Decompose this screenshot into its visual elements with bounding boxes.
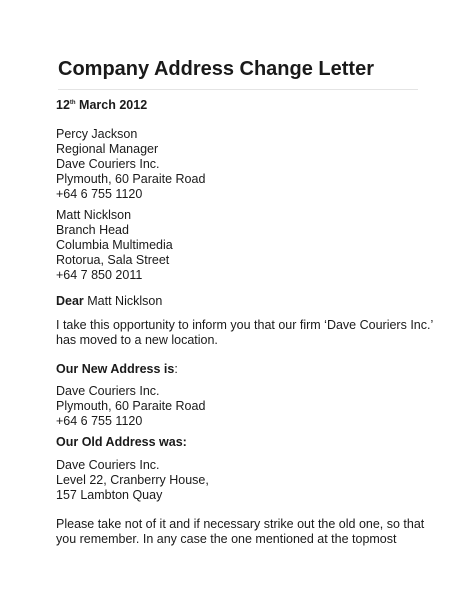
recipient-line: +64 7 850 2011 (56, 268, 143, 282)
old-address (56, 458, 209, 503)
old-address-line: Level 22, Cranberry House, (56, 473, 209, 487)
intro-paragraph: I take this opportunity to inform you that our firm ‘Dave Couriers Inc.’ has moved to a new location. (56, 318, 433, 347)
old-address-line: Dave Couriers Inc. (56, 458, 160, 472)
sender-line: Dave Couriers Inc. (56, 157, 160, 171)
salutation (56, 294, 162, 309)
old-address-heading: Our Old Address was: (56, 435, 187, 449)
new-address-heading-text: Our New Address is (56, 362, 175, 376)
date-day: 12 (56, 98, 70, 112)
sender-line: Percy Jackson (56, 127, 138, 141)
date-month-year: March 2012 (75, 98, 148, 112)
salutation-word: Dear (56, 294, 84, 308)
new-address-line: Plymouth, 60 Paraite Road (56, 399, 206, 413)
new-address-line: Dave Couriers Inc. (56, 384, 160, 398)
sender-line: +64 6 755 1120 (56, 187, 143, 201)
letter-title: Company Address Change Letter (58, 58, 374, 80)
salutation-name: Matt Nicklson (83, 294, 163, 308)
recipient-line: Branch Head (56, 223, 129, 237)
title-divider (58, 89, 418, 90)
sender-line: Plymouth, 60 Paraite Road (56, 172, 206, 186)
sender-line: Regional Manager (56, 142, 159, 156)
new-address-heading-colon: : (174, 362, 178, 376)
date-suffix: th (69, 99, 76, 106)
recipient-line: Columbia Multimedia (56, 238, 173, 252)
closing-paragraph: Please take not of it and if necessary strike out the old one, so that you remember. In any case the one mentioned at the topmost (56, 517, 425, 546)
recipient-address (56, 208, 173, 283)
sender-address (56, 127, 205, 202)
recipient-line: Matt Nicklson (56, 208, 132, 222)
new-address-heading (56, 362, 178, 377)
recipient-line: Rotorua, Sala Street (56, 253, 170, 267)
new-address-line: +64 6 755 1120 (56, 414, 143, 428)
letter-date (56, 98, 147, 112)
old-address-line: 157 Lambton Quay (56, 488, 163, 502)
new-address (56, 384, 205, 429)
